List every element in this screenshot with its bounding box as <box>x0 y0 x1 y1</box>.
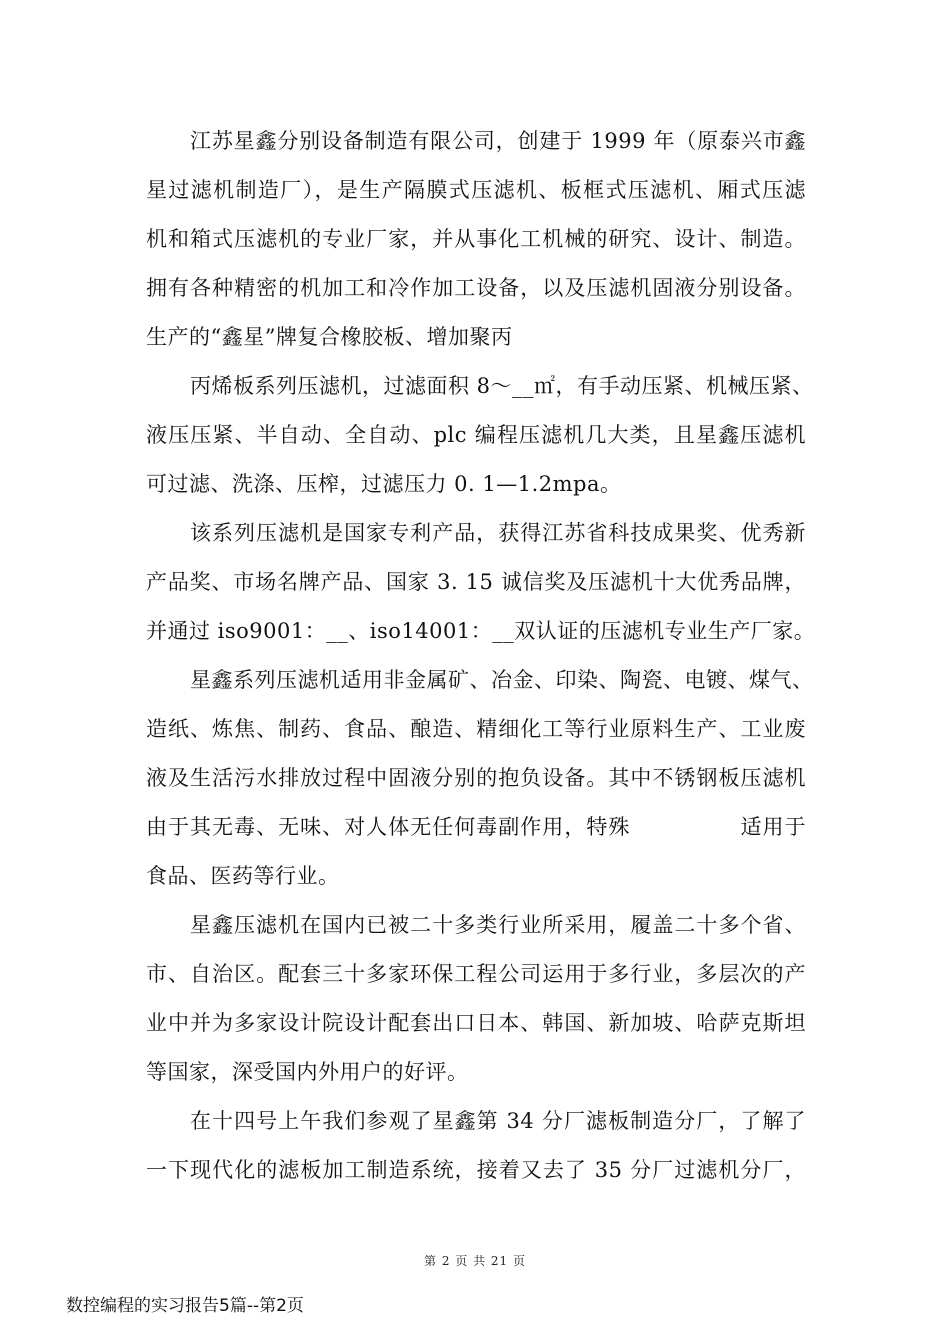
paragraph-1-line-5: 生产的“鑫星”牌复合橡胶板、增加聚丙 <box>146 325 513 349</box>
paragraph-3-line-3: 并通过 iso9001：__、iso14001：__双认证的压滤机专业生产厂家。 <box>146 619 816 643</box>
document-title-footer: 数控编程的实习报告5篇--第2页 <box>66 1296 304 1316</box>
paragraph-1-line-2: 星过滤机制造厂），是生产隔膜式压滤机、板框式压滤机、厢式压滤 <box>146 178 806 202</box>
paragraph-4-line-3: 液及生活污水排放过程中固液分别的抱负设备。其中不锈钢板压滤机 <box>146 766 806 790</box>
paragraph-1-line-4: 拥有各种精密的机加工和冷作加工设备，以及压滤机固液分别设备。 <box>146 276 806 300</box>
paragraph-4-line-1: 星鑫系列压滤机适用非金属矿、冶金、印染、陶瓷、电镀、煤气、 <box>190 668 814 692</box>
paragraph-1-line-3: 机和箱式压滤机的专业厂家，并从事化工机械的研究、设计、制造。 <box>146 227 806 251</box>
paragraph-5-line-2: 市、自治区。配套三十多家环保工程公司运用于多行业，多层次的产 <box>146 962 806 986</box>
paragraph-2-line-2: 液压压紧、半自动、全自动、plc 编程压滤机几大类，且星鑫压滤机 <box>146 423 806 447</box>
page-number: 第 2 页 共 21 页 <box>424 1254 526 1268</box>
paragraph-5-line-3: 业中并为多家设计院设计配套出口日本、韩国、新加坡、哈萨克斯坦 <box>146 1011 806 1035</box>
paragraph-6-line-2: 一下现代化的滤板加工制造系统，接着又去了 35 分厂过滤机分厂， <box>146 1158 806 1182</box>
paragraph-6-line-1: 在十四号上午我们参观了星鑫第 34 分厂滤板制造分厂，了解了 <box>190 1109 806 1133</box>
paragraph-3-line-2: 产品奖、市场名牌产品、国家 3. 15 诚信奖及压滤机十大优秀品牌， <box>146 570 806 594</box>
paragraph-5-line-1: 星鑫压滤机在国内已被二十多类行业所采用，履盖二十多个省、 <box>190 913 806 937</box>
paragraph-4-line-2: 造纸、炼焦、制药、食品、酿造、精细化工等行业原料生产、工业废 <box>146 717 806 741</box>
paragraph-5-line-4: 等国家，深受国内外用户的好评。 <box>146 1060 469 1084</box>
document-body <box>146 117 816 1195</box>
paragraph-1-line-1: 江苏星鑫分别设备制造有限公司，创建于 1999 年（原泰兴市鑫 <box>190 129 806 153</box>
paragraph-4-line-5: 食品、医药等行业。 <box>146 864 340 888</box>
paragraph-4-line-4: 由于其无毒、无味、对人体无任何毒副作用，特殊 适用于 <box>146 815 806 839</box>
paragraph-2-line-3: 可过滤、洗涤、压榨，过滤压力 0. 1—1.2mpa。 <box>146 472 622 496</box>
paragraph-3-line-1: 该系列压滤机是国家专利产品，获得江苏省科技成果奖、优秀新 <box>190 521 806 545</box>
paragraph-2-line-1: 丙烯板系列压滤机，过滤面积 8～__㎡，有手动压紧、机械压紧、 <box>190 374 814 398</box>
